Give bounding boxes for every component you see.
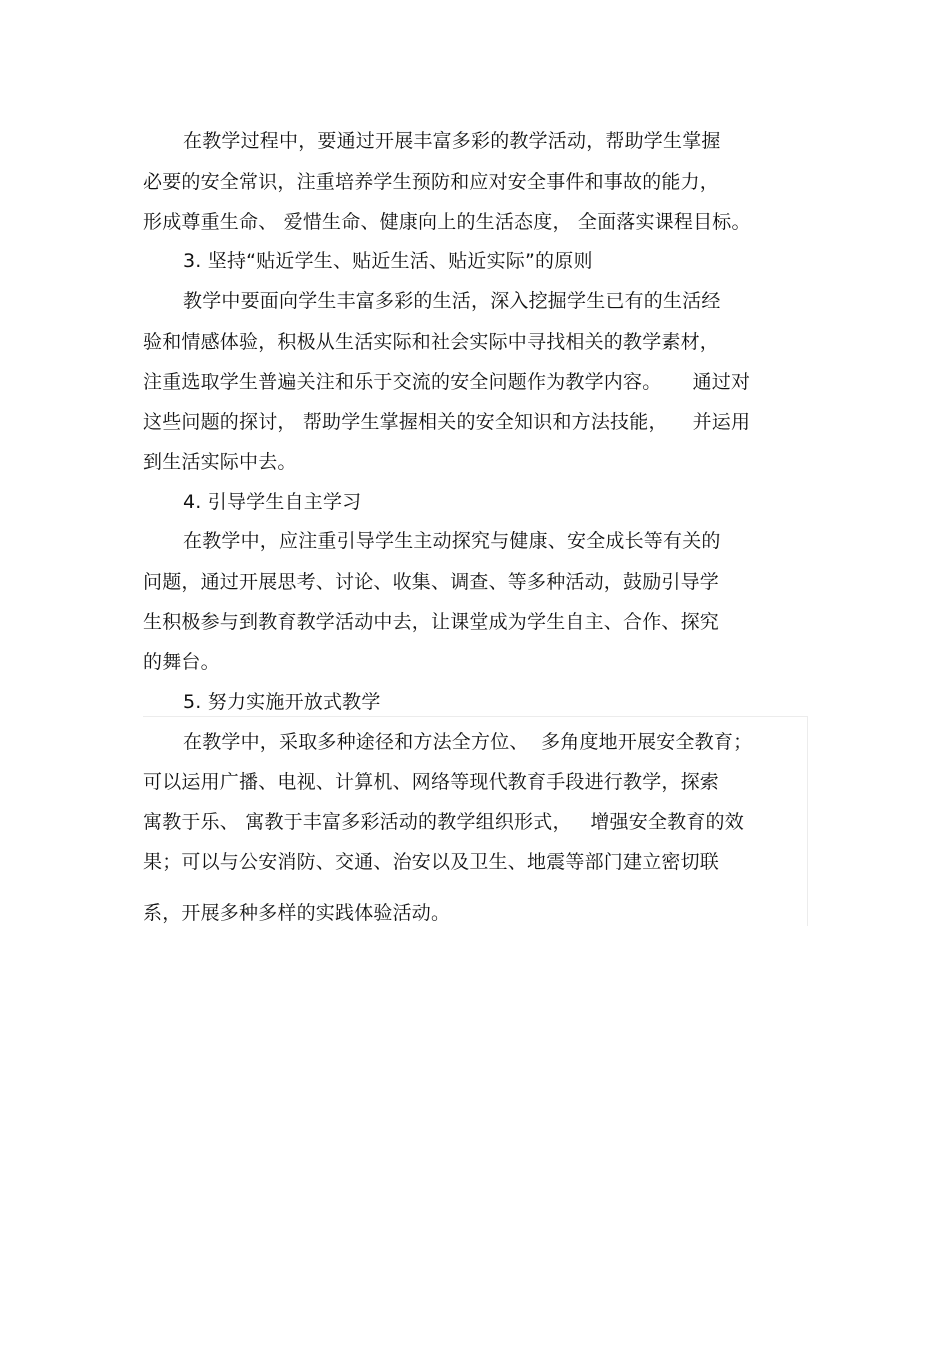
paragraph-4-line-1: 在教学中，采取多种途径和方法全方位、 多角度地开展安全教育； xyxy=(183,731,753,753)
paragraph-2-line-1: 教学中要面向学生丰富多彩的生活，深入挖掘学生已有的生活经 xyxy=(183,290,721,312)
section-4-heading: 4. 引导学生自主学习 xyxy=(183,491,362,513)
paragraph-4-line-3: 寓教于乐、 寓教于丰富多彩活动的教学组织形式， 增强安全教育的效 xyxy=(143,811,744,833)
paragraph-4-line-5: 系，开展多种多样的实践体验活动。 xyxy=(143,902,451,924)
paragraph-2-line-3: 注重选取学生普遍关注和乐于交流的安全问题作为教学内容。 通过对 xyxy=(143,371,751,393)
paragraph-4-line-2: 可以运用广播、电视、计算机、网络等现代教育手段进行教学，探索 xyxy=(143,771,720,793)
section-5-heading: 5. 努力实施开放式教学 xyxy=(183,691,381,713)
paragraph-3-line-1: 在教学中，应注重引导学生主动探究与健康、安全成长等有关的 xyxy=(183,530,721,552)
paragraph-3-line-3: 生积极参与到教育教学活动中去，让课堂成为学生自主、合作、探究 xyxy=(143,611,720,633)
paragraph-2-line-5: 到生活实际中去。 xyxy=(143,451,297,473)
section-3-heading: 3. 坚持“贴近学生、贴近生活、贴近实际”的原则 xyxy=(183,250,593,272)
paragraph-1-line-1: 在教学过程中，要通过开展丰富多彩的教学活动，帮助学生掌握 xyxy=(183,130,721,152)
paragraph-2-line-4: 这些问题的探讨， 帮助学生掌握相关的安全知识和方法技能， 并运用 xyxy=(143,411,751,433)
paragraph-2-line-2: 验和情感体验，积极从生活实际和社会实际中寻找相关的教学素材， xyxy=(143,331,720,353)
paragraph-1-line-3: 形成尊重生命、 爱惜生命、健康向上的生活态度， 全面落实课程目标。 xyxy=(143,211,751,233)
paragraph-4-line-4: 果；可以与公安消防、交通、治安以及卫生、地震等部门建立密切联 xyxy=(143,851,720,873)
paragraph-1-line-2: 必要的安全常识，注重培养学生预防和应对安全事件和事故的能力， xyxy=(143,171,720,193)
paragraph-3-line-2: 问题，通过开展思考、讨论、收集、调查、等多种活动，鼓励引导学 xyxy=(143,571,720,593)
paragraph-3-line-4: 的舞台。 xyxy=(143,651,220,673)
